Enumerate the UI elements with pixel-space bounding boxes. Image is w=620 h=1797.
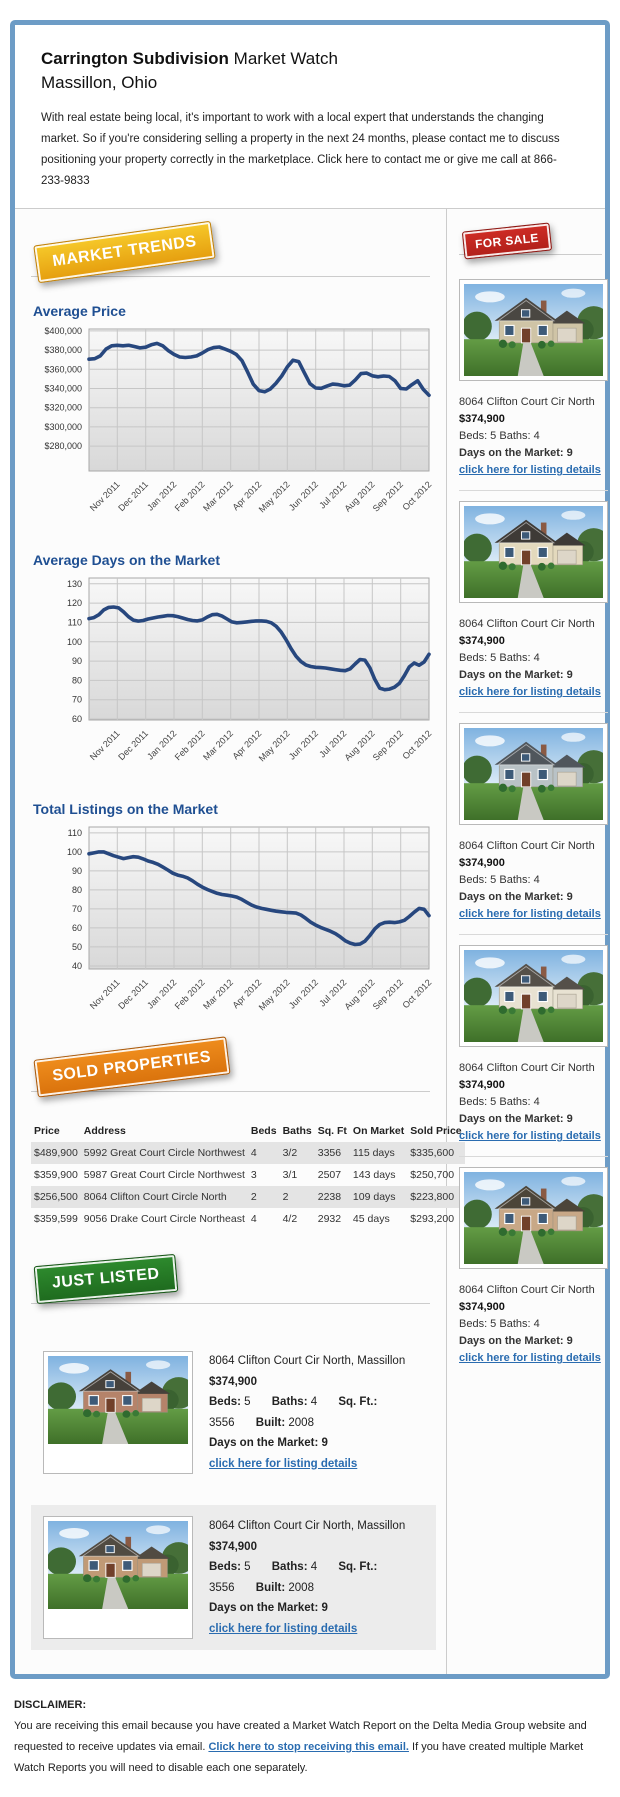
listing-photo[interactable] bbox=[43, 1516, 193, 1639]
svg-text:$380,000: $380,000 bbox=[44, 345, 82, 356]
listing-price: $374,900 bbox=[459, 1079, 505, 1091]
cell-baths: 2 bbox=[282, 1191, 289, 1203]
cell-beds: 3 bbox=[250, 1169, 257, 1181]
col-header-address: Address bbox=[83, 1125, 126, 1137]
market-trends-section-header bbox=[31, 229, 436, 293]
for-sale-listing-card bbox=[459, 501, 608, 713]
svg-text:May 2012: May 2012 bbox=[256, 977, 292, 1013]
listing-price: $374,900 bbox=[459, 857, 505, 869]
svg-text:Jul 2012: Jul 2012 bbox=[317, 479, 349, 511]
cell-baths: 4/2 bbox=[282, 1213, 298, 1225]
for-sale-listing-card bbox=[459, 945, 608, 1157]
listing-details-link[interactable]: click here for listing details bbox=[459, 1352, 601, 1364]
svg-text:Jul 2012: Jul 2012 bbox=[317, 977, 349, 1009]
for-sale-listing-card bbox=[459, 279, 608, 491]
svg-text:Mar 2012: Mar 2012 bbox=[201, 728, 236, 763]
svg-text:$320,000: $320,000 bbox=[44, 402, 82, 413]
svg-text:Feb 2012: Feb 2012 bbox=[172, 479, 207, 514]
svg-text:Mar 2012: Mar 2012 bbox=[201, 479, 236, 514]
beds-value: 5 bbox=[240, 1561, 251, 1573]
listing-photo[interactable] bbox=[459, 723, 608, 825]
days-on-market: Days on the Market: 9 bbox=[459, 447, 573, 459]
svg-text:110: 110 bbox=[67, 617, 82, 628]
listing-price: $374,900 bbox=[209, 1375, 257, 1388]
disclaimer-text: You are receiving this email because you have created a Market Watch Report on the Delta Media Group website and requested to receive updates via email. bbox=[14, 1720, 587, 1753]
listing-details-link[interactable]: click here for listing details bbox=[459, 686, 601, 698]
sqft-value: 3556 bbox=[209, 1416, 235, 1429]
svg-text:90: 90 bbox=[71, 656, 82, 667]
listing-specs bbox=[209, 1557, 424, 1598]
for-sale-sidebar bbox=[447, 209, 618, 1674]
cell-baths: 3/2 bbox=[282, 1147, 298, 1159]
unsubscribe-link[interactable]: Click here to stop receiving this email. bbox=[208, 1741, 409, 1753]
table-row bbox=[31, 1142, 465, 1164]
svg-text:$280,000: $280,000 bbox=[44, 441, 82, 452]
content-columns bbox=[15, 208, 605, 1674]
beds-label: Beds: bbox=[209, 1561, 241, 1573]
listing-details bbox=[209, 1516, 424, 1639]
total-listings-heading: Total Listings on the Market bbox=[33, 801, 218, 817]
intro-text: With real estate being local, it's important to work with a local expert that understands the changing market. So if you're considering selling a property in the next 24 months, please contact me to discuss positioning your property correctly in the marketplace. Click here to contact me or give me call at 866-233-9833 bbox=[41, 112, 560, 187]
listing-address: 8064 Clifton Court Cir North, Massillon bbox=[209, 1355, 406, 1367]
listing-price: $374,900 bbox=[209, 1540, 257, 1553]
cell-soldprice: $293,200 bbox=[410, 1213, 455, 1225]
listing-address: 8064 Clifton Court Cir North bbox=[459, 1062, 595, 1074]
baths-label: Baths: bbox=[271, 1561, 308, 1573]
svg-text:60: 60 bbox=[71, 922, 82, 933]
svg-text:Jan 2012: Jan 2012 bbox=[145, 728, 179, 762]
svg-text:70: 70 bbox=[71, 694, 82, 705]
svg-text:Apr 2012: Apr 2012 bbox=[230, 977, 264, 1011]
svg-text:$400,000: $400,000 bbox=[44, 325, 82, 336]
col-header-soldprice: Sold Price bbox=[410, 1125, 462, 1137]
cell-sqft: 2507 bbox=[317, 1169, 342, 1181]
listing-beds-baths: Beds: 5 Baths: 4 bbox=[459, 874, 540, 886]
built-label: Built: bbox=[255, 1581, 286, 1594]
average-price-heading: Average Price bbox=[33, 303, 126, 319]
svg-text:Aug 2012: Aug 2012 bbox=[342, 977, 377, 1012]
for-sale-section-header bbox=[459, 223, 608, 269]
col-header-price: Price bbox=[34, 1125, 60, 1137]
sold-properties-section-header bbox=[31, 1044, 436, 1108]
card-divider bbox=[459, 712, 608, 713]
svg-text:$360,000: $360,000 bbox=[44, 364, 82, 375]
for-sale-ribbon: FOR SALE bbox=[462, 222, 552, 259]
beds-value: 5 bbox=[240, 1396, 251, 1408]
page-title-rest: Market Watch bbox=[228, 49, 338, 68]
sqft-label: Sq. Ft.: bbox=[338, 1396, 378, 1408]
col-header-baths: Baths bbox=[282, 1125, 312, 1137]
svg-text:Dec 2011: Dec 2011 bbox=[116, 977, 151, 1012]
svg-text:80: 80 bbox=[71, 675, 82, 686]
svg-text:Jun 2012: Jun 2012 bbox=[286, 977, 321, 1011]
cell-onmarket: 109 days bbox=[352, 1191, 396, 1203]
days-on-market: Days on the Market: 9 bbox=[209, 1437, 328, 1449]
svg-text:Apr 2012: Apr 2012 bbox=[230, 728, 264, 762]
cell-soldprice: $250,700 bbox=[410, 1169, 455, 1181]
listing-details-link[interactable]: click here for listing details bbox=[459, 908, 601, 920]
svg-text:50: 50 bbox=[71, 941, 82, 952]
svg-text:60: 60 bbox=[71, 714, 82, 724]
table-row bbox=[31, 1208, 465, 1230]
listing-photo[interactable] bbox=[43, 1351, 193, 1474]
just-listed-item bbox=[31, 1340, 436, 1485]
days-on-market: Days on the Market: 9 bbox=[459, 891, 573, 903]
email-frame bbox=[10, 20, 610, 1679]
listing-address: 8064 Clifton Court Cir North bbox=[459, 1284, 595, 1296]
cell-address: 5992 Great Court Circle Northwest bbox=[83, 1147, 245, 1159]
listing-details bbox=[209, 1351, 424, 1474]
listing-specs bbox=[209, 1392, 424, 1433]
sold-properties-ribbon: SOLD PROPERTIES bbox=[33, 1036, 230, 1097]
svg-text:$340,000: $340,000 bbox=[44, 383, 82, 394]
listing-beds-baths: Beds: 5 Baths: 4 bbox=[459, 1318, 540, 1330]
cell-address: 9056 Drake Court Circle Northeast bbox=[83, 1213, 245, 1225]
svg-text:Aug 2012: Aug 2012 bbox=[342, 728, 377, 763]
cell-soldprice: $335,600 bbox=[410, 1147, 455, 1159]
days-on-market: Days on the Market: 9 bbox=[459, 1335, 573, 1347]
svg-text:110: 110 bbox=[67, 827, 82, 838]
svg-text:Feb 2012: Feb 2012 bbox=[172, 728, 207, 763]
svg-text:Nov 2011: Nov 2011 bbox=[87, 479, 122, 514]
listing-beds-baths: Beds: 5 Baths: 4 bbox=[459, 430, 540, 442]
days-on-market: Days on the Market: 9 bbox=[209, 1602, 328, 1614]
cell-beds: 2 bbox=[250, 1191, 257, 1203]
svg-text:90: 90 bbox=[71, 865, 82, 876]
cell-price: $359,599 bbox=[34, 1213, 78, 1225]
built-value: 2008 bbox=[285, 1581, 314, 1594]
baths-value: 4 bbox=[307, 1561, 318, 1573]
svg-text:Jan 2012: Jan 2012 bbox=[145, 479, 179, 513]
average-days-heading: Average Days on the Market bbox=[33, 552, 220, 568]
cell-price: $359,900 bbox=[34, 1169, 78, 1181]
svg-text:Oct 2012: Oct 2012 bbox=[400, 479, 434, 513]
svg-text:Feb 2012: Feb 2012 bbox=[172, 977, 207, 1012]
days-on-market: Days on the Market: 9 bbox=[459, 1113, 573, 1125]
svg-text:Jan 2012: Jan 2012 bbox=[145, 977, 179, 1011]
listing-details-link[interactable]: click here for listing details bbox=[459, 1130, 601, 1142]
card-divider bbox=[459, 934, 608, 935]
listing-price: $374,900 bbox=[459, 413, 505, 425]
svg-text:Aug 2012: Aug 2012 bbox=[342, 479, 377, 514]
main-column bbox=[15, 209, 462, 1674]
listing-details-link[interactable]: click here for listing details bbox=[209, 1457, 358, 1470]
svg-text:Jun 2012: Jun 2012 bbox=[286, 479, 321, 513]
svg-text:100: 100 bbox=[66, 846, 82, 857]
days-on-market: Days on the Market: 9 bbox=[459, 669, 573, 681]
svg-text:40: 40 bbox=[71, 961, 82, 971]
page-subtitle: Massillon, Ohio bbox=[41, 73, 158, 92]
svg-text:Dec 2011: Dec 2011 bbox=[116, 479, 151, 514]
listing-address: 8064 Clifton Court Cir North bbox=[459, 840, 595, 852]
listing-photo[interactable] bbox=[459, 1167, 608, 1269]
svg-text:Dec 2011: Dec 2011 bbox=[116, 728, 151, 763]
svg-text:Jul 2012: Jul 2012 bbox=[317, 728, 349, 760]
average-days-chart bbox=[31, 572, 436, 777]
cell-onmarket: 115 days bbox=[352, 1147, 395, 1159]
listing-photo[interactable] bbox=[459, 279, 608, 381]
built-label: Built: bbox=[255, 1416, 286, 1429]
svg-text:130: 130 bbox=[66, 578, 82, 589]
table-row bbox=[31, 1164, 465, 1186]
listing-details-link[interactable]: click here for listing details bbox=[459, 464, 601, 476]
svg-text:Oct 2012: Oct 2012 bbox=[400, 728, 434, 762]
just-listed-section-header bbox=[31, 1256, 436, 1320]
table-row bbox=[31, 1186, 465, 1208]
svg-text:Jun 2012: Jun 2012 bbox=[286, 728, 321, 762]
total-listings-chart bbox=[31, 821, 436, 1026]
listing-price: $374,900 bbox=[459, 1301, 505, 1313]
col-header-onmarket: On Market bbox=[352, 1125, 405, 1137]
just-listed-ribbon: JUST LISTED bbox=[34, 1254, 179, 1304]
page-title bbox=[41, 47, 579, 71]
listing-beds-baths: Beds: 5 Baths: 4 bbox=[459, 652, 540, 664]
cell-soldprice: $223,800 bbox=[410, 1191, 455, 1203]
svg-text:Nov 2011: Nov 2011 bbox=[87, 728, 122, 763]
svg-text:May 2012: May 2012 bbox=[256, 728, 292, 764]
listing-address: 8064 Clifton Court Cir North bbox=[459, 396, 595, 408]
cell-price: $489,900 bbox=[34, 1147, 78, 1159]
svg-text:May 2012: May 2012 bbox=[256, 479, 292, 515]
card-divider bbox=[459, 1156, 608, 1157]
built-value: 2008 bbox=[285, 1416, 314, 1429]
svg-text:Sep 2012: Sep 2012 bbox=[370, 977, 406, 1012]
listing-address: 8064 Clifton Court Cir North bbox=[459, 618, 595, 630]
average-price-chart bbox=[31, 323, 436, 528]
cell-beds: 4 bbox=[250, 1147, 257, 1159]
listing-beds-baths: Beds: 5 Baths: 4 bbox=[459, 1096, 540, 1108]
disclaimer-label: DISCLAIMER: bbox=[14, 1699, 87, 1711]
market-trends-ribbon: MARKET TRENDS bbox=[33, 221, 216, 284]
col-header-sqft: Sq. Ft bbox=[317, 1125, 347, 1137]
svg-text:Nov 2011: Nov 2011 bbox=[87, 977, 122, 1012]
for-sale-listing-card bbox=[459, 1167, 608, 1367]
cell-onmarket: 45 days bbox=[352, 1213, 390, 1225]
cell-sqft: 3356 bbox=[317, 1147, 342, 1159]
svg-text:Apr 2012: Apr 2012 bbox=[230, 479, 264, 513]
section-rule bbox=[31, 1303, 430, 1304]
sqft-label: Sq. Ft.: bbox=[338, 1561, 378, 1573]
page-title-bold: Carrington Subdivision bbox=[41, 49, 229, 68]
svg-text:100: 100 bbox=[66, 636, 82, 647]
svg-text:Oct 2012: Oct 2012 bbox=[400, 977, 434, 1011]
cell-baths: 3/1 bbox=[282, 1169, 298, 1181]
listing-price: $374,900 bbox=[459, 635, 505, 647]
svg-text:Sep 2012: Sep 2012 bbox=[370, 728, 406, 763]
svg-text:120: 120 bbox=[66, 598, 82, 609]
email-header bbox=[15, 25, 605, 208]
just-listed-item bbox=[31, 1505, 436, 1650]
cell-sqft: 2932 bbox=[317, 1213, 342, 1225]
section-rule bbox=[31, 276, 430, 277]
sqft-value: 3556 bbox=[209, 1581, 235, 1594]
col-header-beds: Beds bbox=[250, 1125, 277, 1137]
for-sale-listing-card bbox=[459, 723, 608, 935]
table-header-row bbox=[31, 1120, 465, 1142]
svg-text:80: 80 bbox=[71, 884, 82, 895]
svg-text:$300,000: $300,000 bbox=[44, 421, 82, 432]
svg-text:Mar 2012: Mar 2012 bbox=[201, 977, 236, 1012]
svg-text:Sep 2012: Sep 2012 bbox=[370, 479, 406, 514]
cell-onmarket: 143 days bbox=[352, 1169, 396, 1181]
svg-text:70: 70 bbox=[71, 903, 82, 914]
card-divider bbox=[459, 490, 608, 491]
baths-label: Baths: bbox=[271, 1396, 308, 1408]
baths-value: 4 bbox=[307, 1396, 318, 1408]
cell-beds: 4 bbox=[250, 1213, 257, 1225]
listing-photo[interactable] bbox=[459, 945, 608, 1047]
listing-details-link[interactable]: click here for listing details bbox=[209, 1622, 358, 1635]
listing-photo[interactable] bbox=[459, 501, 608, 603]
cell-sqft: 2238 bbox=[317, 1191, 342, 1203]
cell-address: 5987 Great Court Circle Northwest bbox=[83, 1169, 245, 1181]
cell-address: 8064 Clifton Court Circle North bbox=[83, 1191, 227, 1203]
beds-label: Beds: bbox=[209, 1396, 241, 1408]
disclaimer bbox=[0, 1679, 620, 1797]
disclaimer-text: If you have created multiple Market Watch Reports you will need to disable each one separately. bbox=[14, 1741, 584, 1774]
sold-properties-table bbox=[31, 1120, 465, 1230]
listing-address: 8064 Clifton Court Cir North, Massillon bbox=[209, 1520, 406, 1532]
cell-price: $256,500 bbox=[34, 1191, 78, 1203]
